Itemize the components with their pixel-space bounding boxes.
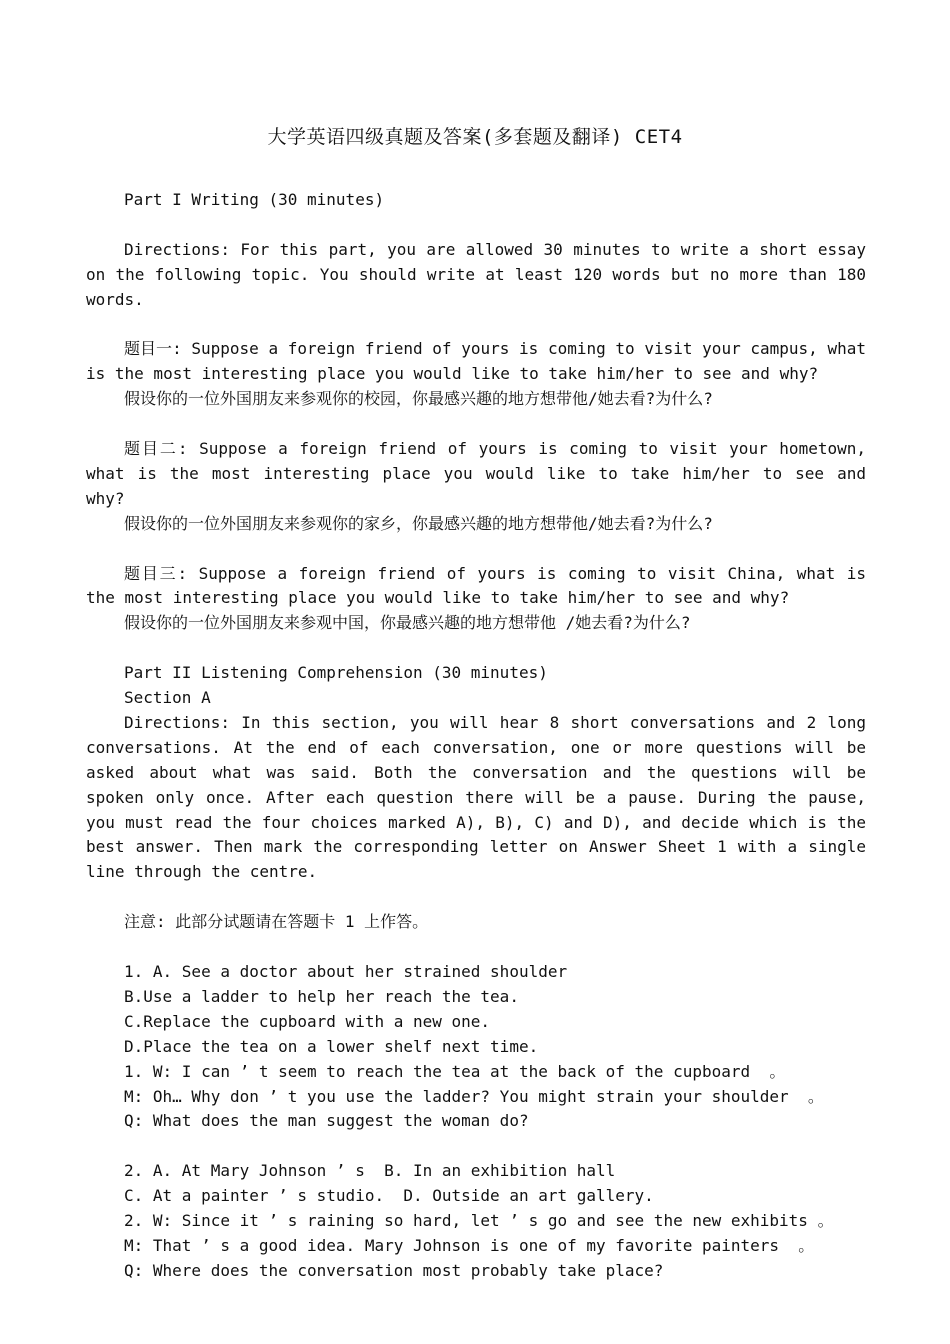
question-1-option-d: D.Place the tea on a lower shelf next time. xyxy=(124,1036,539,1056)
topic-3-english: 题目三: Suppose a foreign friend of yours is coming to visit China, what is the most interesting place you would like to take him/her to see and why? xyxy=(86,563,866,608)
question-1-option-a: 1. A. See a doctor about her strained shoulder xyxy=(124,961,568,981)
document-body xyxy=(86,188,866,1284)
topic-1-english: 题目一: Suppose a foreign friend of yours is coming to visit your campus, what is the most interesting place you would like to take him/her to see and why? xyxy=(86,339,866,384)
question-1-option-b: B.Use a ladder to help her reach the tea. xyxy=(124,986,519,1006)
spacer xyxy=(86,537,866,562)
topic-1-chinese: 假设你的一位外国朋友来参观你的校园，你最感兴趣的地方想带他/她去看?为什么? xyxy=(124,389,713,409)
question-2-options-cd: C. At a painter ’ s studio. D. Outside an art gallery. xyxy=(124,1186,654,1206)
topic-2-english: 题目二: Suppose a foreign friend of yours is coming to visit your hometown, what is the most interesting place you would like to take him/her to see and why? xyxy=(86,439,866,508)
part1-heading: Part I Writing (30 minutes) xyxy=(124,190,385,209)
document-title: 大学英语四级真题及答案(多套题及翻译) CET4 xyxy=(267,126,683,148)
question-2-question: Q: Where does the conversation most probably take place? xyxy=(124,1260,664,1280)
spacer xyxy=(86,636,866,661)
question-1-man-line: M: Oh… Why don ’ t you use the ladder? You might strain your shoulder 。 xyxy=(124,1086,824,1106)
question-2-man-line: M: That ’ s a good idea. Mary Johnson is one of my favorite painters 。 xyxy=(124,1235,815,1255)
part1-directions: Directions: For this part, you are allowed 30 minutes to write a short essay on the following topic. You should write at least 120 words but no more than 180 words. xyxy=(86,239,866,309)
spacer xyxy=(86,935,866,960)
topic-2-chinese: 假设你的一位外国朋友来参观你的家乡，你最感兴趣的地方想带他/她去看?为什么? xyxy=(124,513,713,533)
section-a-heading: Section A xyxy=(124,688,211,708)
question-1 xyxy=(86,960,866,1134)
spacer xyxy=(86,885,866,910)
spacer xyxy=(86,412,866,437)
answer-sheet-note: 注意: 此部分试题请在答题卡 1 上作答。 xyxy=(124,912,429,932)
spacer xyxy=(86,213,866,238)
topic-3-chinese: 假设你的一位外国朋友来参观中国，你最感兴趣的地方想带他 /她去看?为什么? xyxy=(124,613,691,633)
part2-directions: Directions: In this section, you will hear 8 short conversations and 2 long conversations. At the end of each conversation, one or more questions will be asked about what was said. Both the conversation and the questions will be spoken only once. After each question there will be a pause. During the pause, you must read the four choices marked A), B), C) and D), and decide which is the best answer. Then mark the corresponding letter on Answer Sheet 1 with a single line through the centre. xyxy=(86,712,866,882)
question-2-woman-line: 2. W: Since it ’ s raining so hard, let ’ s go and see the new exhibits 。 xyxy=(124,1211,834,1231)
question-2-options-ab: 2. A. At Mary Johnson ’ s B. In an exhibition hall xyxy=(124,1161,616,1181)
question-1-question: Q: What does the man suggest the woman do? xyxy=(124,1111,529,1131)
question-1-woman-line: 1. W: I can ’ t seem to reach the tea at the back of the cupboard 。 xyxy=(124,1061,786,1081)
part2-heading: Part II Listening Comprehension (30 minutes) xyxy=(124,663,548,683)
spacer xyxy=(86,313,866,338)
spacer xyxy=(86,1134,866,1159)
question-1-option-c: C.Replace the cupboard with a new one. xyxy=(124,1011,491,1031)
question-2 xyxy=(86,1159,866,1284)
